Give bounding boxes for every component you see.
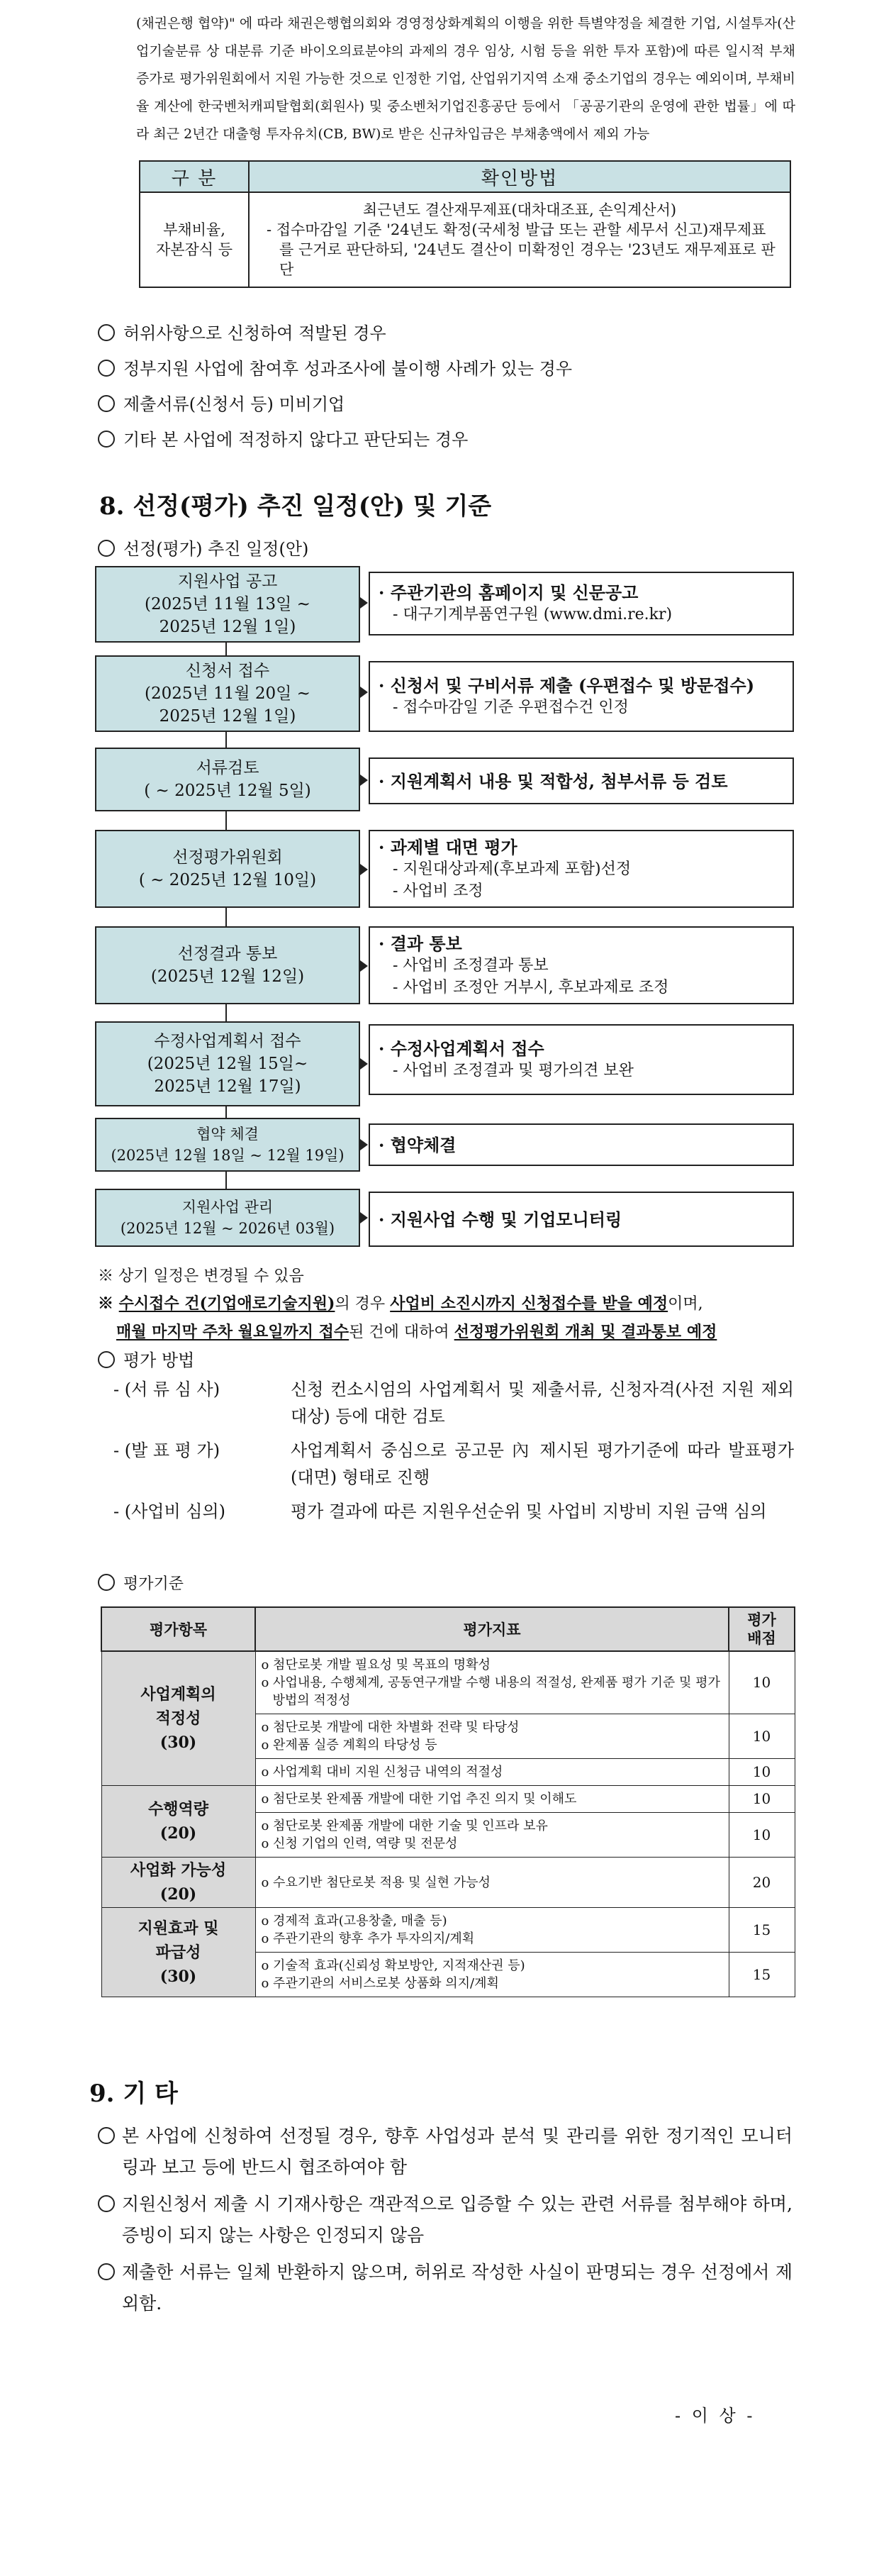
- circle-bullet-icon: [98, 395, 115, 412]
- confirm-method-cell: [249, 192, 790, 287]
- circle-bullet-icon: [98, 540, 115, 557]
- arrow-right-icon: [360, 597, 368, 609]
- confirm-header-method: 확인방법: [249, 161, 790, 192]
- arrow-right-icon: [360, 960, 368, 972]
- arrow-right-icon: [360, 1139, 368, 1150]
- eval-indicator: [255, 1858, 729, 1908]
- eval-row: [101, 1908, 795, 1953]
- circle-bullet-icon: [98, 2127, 115, 2144]
- eval-score: 10: [729, 1714, 795, 1759]
- eval-category: 사업화 가능성 (20): [101, 1858, 255, 1908]
- connector-line: [225, 908, 227, 926]
- connector-line: [225, 643, 227, 655]
- eval-method-item: - (사업비 심의) 평가 결과에 따른 지원우선순위 및 사업비 지방비 지원 금액 심의: [113, 1501, 767, 1521]
- eval-indicator-line: o 기술적 효과(신뢰성 확보방안, 지적재산권 등): [261, 1958, 525, 1973]
- connector-line: [225, 732, 227, 748]
- eval-score: 15: [729, 1908, 795, 1953]
- criteria-title: 평가기준: [98, 1572, 184, 1597]
- eval-indicator: [255, 1651, 729, 1714]
- eval-row: [101, 1651, 795, 1714]
- eval-row: [101, 1858, 795, 1908]
- eval-header-item: 평가항목: [101, 1607, 255, 1651]
- schedule-detail-7: · 협약체결: [369, 1123, 794, 1166]
- eval-indicator: [255, 1908, 729, 1953]
- section-8-title: 8. 선정(평가) 추진 일정(안) 및 기준: [99, 492, 492, 521]
- schedule-step-1: 지원사업 공고 (2025년 11월 13일 ~ 2025년 12월 1일): [95, 566, 360, 643]
- eval-score: 10: [729, 1813, 795, 1858]
- confirm-header-category: 구 분: [140, 161, 249, 192]
- eval-indicator-line: o 주관기관의 서비스로봇 상품화 의지/계획: [261, 1976, 499, 1991]
- eval-indicator-line: o 사업계획 대비 지원 신청금 내역의 적절성: [261, 1765, 503, 1780]
- confirm-method-detail: - 접수마감일 기준 '24년도 확정(국세청 발급 또는 관할 세무서 신고)재무제표를 근거로 판단하되, '24년도 결산이 미확정인 경우는 '23년도 재무제표로 판단: [267, 221, 776, 278]
- circle-bullet-icon: [98, 1574, 115, 1591]
- eval-category: 수행역량 (20): [101, 1786, 255, 1858]
- schedule-step-2: 신청서 접수 (2025년 11월 20일 ~ 2025년 12월 1일): [95, 655, 360, 732]
- connector-line: [225, 811, 227, 830]
- schedule-step-5: 선정결과 통보 (2025년 12월 12일): [95, 926, 360, 1004]
- schedule-step-8: 지원사업 관리 (2025년 12월 ~ 2026년 03월): [95, 1189, 360, 1247]
- misc-list: [98, 2121, 793, 2325]
- schedule-detail-3: · 지원계획서 내용 및 적합성, 첨부서류 등 검토: [369, 757, 794, 804]
- eval-indicator-line: o 첨단로봇 완제품 개발에 대한 기술 및 인프라 보유: [261, 1819, 548, 1833]
- eval-row: [101, 1786, 795, 1813]
- eval-method-item: - (발 표 평 가) 사업계획서 중심으로 공고문 內 제시된 평가기준에 따라 발표평가(대면) 형태로 진행: [113, 1440, 794, 1487]
- exclusion-bullet: 제출서류(신청서 등) 미비기업: [98, 392, 345, 417]
- connector-line: [225, 1106, 227, 1118]
- eval-category: 지원효과 및 파급성 (30): [101, 1908, 255, 1997]
- eval-header-indicator: 평가지표: [255, 1607, 729, 1651]
- schedule-step-6: 수정사업계획서 접수 (2025년 12월 15일~ 2025년 12월 17일): [95, 1021, 360, 1106]
- document-end-mark: - 이 상 -: [675, 2406, 756, 2426]
- circle-bullet-icon: [98, 431, 115, 448]
- exclusion-bullet: 정부지원 사업에 참여후 성과조사에 불이행 사례가 있는 경우: [98, 356, 572, 382]
- schedule-step-7: 협약 체결 (2025년 12월 18일 ~ 12월 19일): [95, 1118, 360, 1172]
- eval-indicator: [255, 1759, 729, 1786]
- eval-indicator: [255, 1813, 729, 1858]
- exclusion-bullet: 기타 본 사업에 적정하지 않다고 판단되는 경우: [98, 427, 468, 453]
- exclusion-bullet: 허위사항으로 신청하여 적발된 경우: [98, 321, 386, 346]
- circle-bullet-icon: [98, 324, 115, 341]
- eval-criteria-table: [101, 1606, 795, 1997]
- circle-bullet-icon: [98, 360, 115, 377]
- eval-score: 10: [729, 1759, 795, 1786]
- eval-score: 20: [729, 1858, 795, 1908]
- confirm-category-cell: 부채비율, 자본잠식 등: [140, 192, 249, 287]
- eval-indicator-line: o 첨단로봇 개발 필요성 및 목표의 명확성: [261, 1658, 491, 1672]
- rolling-note-cont: 매월 마지막 주차 월요일까지 접수된 건에 대하여 선정평가위원회 개최 및 결과통보 예정: [116, 1323, 717, 1341]
- confirm-method-line: 최근년도 결산재무제표(대차대조표, 손익계산서): [362, 201, 677, 218]
- connector-line: [225, 1004, 227, 1021]
- schedule-detail-4: · 과제별 대면 평가 - 지원대상과제(후보과제 포함)선정 - 사업비 조정: [369, 830, 794, 908]
- misc-item: 지원신청서 제출 시 기재사항은 객관적으로 입증할 수 있는 관련 서류를 첨부해야 하며, 증빙이 되지 않는 사항은 인정되지 않음: [98, 2189, 793, 2251]
- eval-score: 10: [729, 1651, 795, 1714]
- schedule-step-3: 서류검토 ( ~ 2025년 12월 5일): [95, 748, 360, 811]
- eval-indicator-line: o 첨단로봇 개발에 대한 차별화 전략 및 타당성: [261, 1720, 520, 1735]
- schedule-detail-5: · 결과 통보 - 사업비 조정결과 통보 - 사업비 조정안 거부시, 후보과제로 조정: [369, 926, 794, 1004]
- eval-score: 10: [729, 1786, 795, 1813]
- arrow-right-icon: [360, 1058, 368, 1070]
- schedule-step-4: 선정평가위원회 ( ~ 2025년 12월 10일): [95, 830, 360, 908]
- schedule-detail-6: · 수정사업계획서 접수 - 사업비 조정결과 및 평가의견 보완: [369, 1024, 794, 1095]
- eval-method-title: 평가 방법: [98, 1348, 194, 1373]
- misc-item: 본 사업에 신청하여 선정될 경우, 향후 사업성과 분석 및 관리를 위한 정기적인 모니터링과 보고 등에 반드시 협조하여야 함: [98, 2121, 793, 2183]
- circle-bullet-icon: [98, 2195, 115, 2212]
- schedule-note: ※ 상기 일정은 변경될 수 있음: [98, 1267, 304, 1285]
- eval-score: 15: [729, 1953, 795, 1997]
- eval-indicator-line: o 주관기관의 향후 추가 투자의지/계획: [261, 1931, 475, 1946]
- eval-indicator-line: o 사업내용, 수행체계, 공동연구개발 수행 내용의 적절성, 완제품 평가 기준 및 평가방법의 적정성: [261, 1675, 720, 1708]
- eval-indicator-line: o 완제품 실증 계획의 타당성 등: [261, 1738, 437, 1753]
- schedule-detail-1: · 주관기관의 홈페이지 및 신문공고 - 대구기계부품연구원 (www.dmi.re.kr): [369, 572, 794, 635]
- eval-indicator-line: o 첨단로봇 완제품 개발에 대한 기업 추진 의지 및 이해도: [261, 1792, 577, 1806]
- eval-indicator-line: o 경제적 효과(고용창출, 매출 등): [261, 1914, 447, 1928]
- intro-paragraph: (채권은행 협약)" 에 따라 채권은행협의회와 경영정상화계획의 이행을 위한 특별약정을 체결한 기업, 시설투자(산업기술분류 상 대분류 기준 바이오의료분야의 과제의 경우 임상, 시험 등을 위한 투자 포함)에 따른 일시적 부채 증가로 평가위원회에서 지원 가능한 것으로 인정한 기업, 산업위기지역 소재 중소기업의 경우는 예외이며, 부채비율 계산에 한국벤처캐피탈협회(회원사) 및 중소벤처기업진흥공단 등에서 「공공기관의 운영에 관한 법률」에 따라 최근 2년간 대출형 투자유치(CB, BW)로 받은 신규차입금은 부채총액에서 제외 가능: [136, 16, 795, 142]
- schedule-detail-2: · 신청서 및 구비서류 제출 (우편접수 및 방문접수) - 접수마감일 기준 우편접수건 인정: [369, 661, 794, 732]
- eval-indicator: [255, 1786, 729, 1813]
- eval-method-item: - (서 류 심 사) 신청 컨소시엄의 사업계획서 및 제출서류, 신청자격(사전 지원 제외 대상) 등에 대한 검토: [113, 1379, 794, 1426]
- eval-indicator: [255, 1714, 729, 1759]
- circle-bullet-icon: [98, 1351, 115, 1368]
- circle-bullet-icon: [98, 2263, 115, 2280]
- arrow-right-icon: [360, 1212, 368, 1223]
- schedule-detail-8: · 지원사업 수행 및 기업모니터링: [369, 1192, 794, 1247]
- rolling-note: ※ 수시접수 건(기업애로기술지원)의 경우 사업비 소진시까지 신청접수를 받을 예정이며,: [98, 1294, 703, 1313]
- eval-category: 사업계획의 적정성 (30): [101, 1651, 255, 1786]
- schedule-subtitle: 선정(평가) 추진 일정(안): [98, 536, 308, 562]
- eval-indicator: [255, 1953, 729, 1997]
- confirm-method-table: [139, 160, 791, 288]
- connector-line: [225, 1172, 227, 1189]
- misc-item: 제출한 서류는 일체 반환하지 않으며, 허위로 작성한 사실이 판명되는 경우 선정에서 제외함.: [98, 2257, 793, 2319]
- eval-indicator-line: o 신청 기업의 인력, 역량 및 전문성: [261, 1836, 458, 1851]
- eval-indicator-line: o 수요기반 첨단로봇 적용 및 실현 가능성: [261, 1875, 491, 1890]
- section-9-title: 9. 기 타: [89, 2080, 178, 2108]
- arrow-right-icon: [360, 864, 368, 875]
- arrow-right-icon: [360, 687, 368, 698]
- arrow-right-icon: [360, 775, 368, 786]
- eval-header-score: 평가 배점: [729, 1607, 795, 1651]
